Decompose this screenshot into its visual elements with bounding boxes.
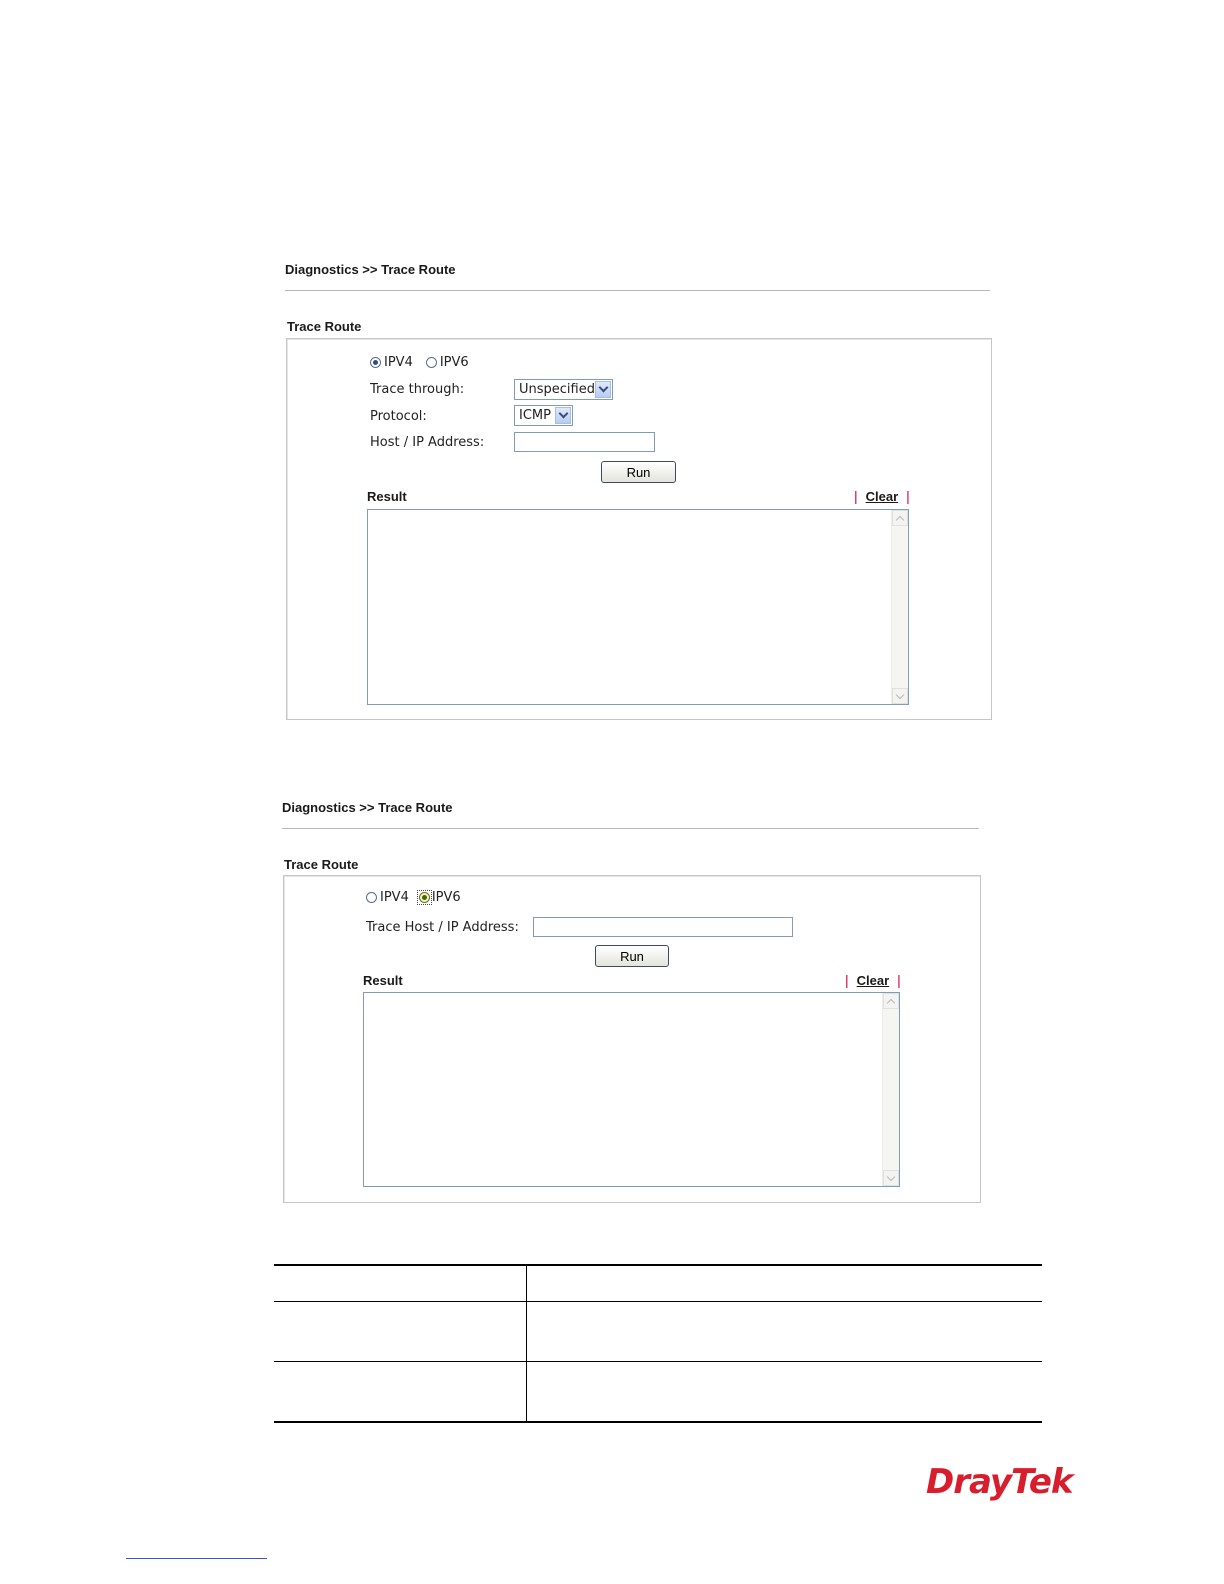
result-textarea[interactable] <box>367 509 909 705</box>
table-bottom-rule <box>274 1421 1042 1423</box>
table-top-rule <box>274 1264 1042 1266</box>
radio-ipv6-label: IPV6 <box>439 355 469 370</box>
breadcrumb: Diagnostics >> Trace Route <box>285 262 456 277</box>
table-row-rule <box>274 1361 1042 1362</box>
radio-ipv4-label: IPV4 <box>380 890 409 905</box>
divider <box>285 290 990 291</box>
scroll-down-icon[interactable] <box>892 688 908 704</box>
host-label: Host / IP Address: <box>370 435 485 450</box>
table-row-rule <box>274 1301 1042 1302</box>
run-button[interactable]: Run <box>595 945 669 967</box>
table-column-rule <box>526 1264 527 1423</box>
scrollbar[interactable] <box>891 510 908 704</box>
trace-route-panel <box>283 875 981 1203</box>
scroll-down-icon[interactable] <box>883 1170 899 1186</box>
pipe-separator: | <box>845 972 849 988</box>
section-title: Trace Route <box>284 857 359 872</box>
trace-route-panel <box>286 338 992 720</box>
result-label: Result <box>367 489 407 504</box>
radio-ipv6-dot[interactable] <box>419 892 430 903</box>
trace-through-select[interactable] <box>514 379 613 400</box>
protocol-value: ICMP <box>519 408 551 423</box>
result-label: Result <box>363 973 403 988</box>
protocol-select[interactable] <box>514 405 573 426</box>
radio-ipv4-label: IPV4 <box>384 355 413 370</box>
radio-ipv6[interactable] <box>417 890 461 905</box>
divider <box>282 828 979 829</box>
pipe-separator: | <box>897 972 901 988</box>
result-textarea[interactable] <box>363 992 900 1187</box>
radio-ipv4[interactable] <box>370 355 413 370</box>
pipe-separator: | <box>906 488 910 504</box>
section-title: Trace Route <box>287 319 362 334</box>
draytek-logo: DrayTek <box>926 1462 1073 1502</box>
result-actions <box>845 972 901 988</box>
host-input[interactable] <box>514 432 655 452</box>
footer-link-rule <box>126 1558 267 1559</box>
trace-through-label: Trace through: <box>370 382 465 397</box>
trace-host-label: Trace Host / IP Address: <box>366 920 519 935</box>
chevron-down-icon[interactable] <box>595 381 611 398</box>
scroll-up-icon[interactable] <box>883 993 899 1009</box>
radio-ipv6[interactable] <box>426 355 469 370</box>
chevron-down-icon[interactable] <box>555 407 571 424</box>
radio-ipv4[interactable] <box>366 890 409 905</box>
clear-link[interactable]: Clear <box>856 972 890 988</box>
clear-link[interactable]: Clear <box>865 488 899 504</box>
radio-ipv6-dot[interactable] <box>426 357 437 368</box>
radio-ipv4-dot[interactable] <box>370 357 381 368</box>
radio-ipv6-label: IPV6 <box>431 890 461 905</box>
radio-ipv6-focus[interactable] <box>417 890 432 905</box>
trace-through-value: Unspecified <box>519 382 595 397</box>
ip-version-group <box>370 355 469 370</box>
pipe-separator: | <box>854 488 858 504</box>
trace-host-input[interactable] <box>533 917 793 937</box>
radio-ipv4-dot[interactable] <box>366 892 377 903</box>
scroll-up-icon[interactable] <box>892 510 908 526</box>
scrollbar[interactable] <box>882 993 899 1186</box>
protocol-label: Protocol: <box>370 409 427 424</box>
breadcrumb: Diagnostics >> Trace Route <box>282 800 453 815</box>
ip-version-group <box>366 890 461 905</box>
result-actions <box>854 488 910 504</box>
run-button[interactable]: Run <box>601 461 676 483</box>
